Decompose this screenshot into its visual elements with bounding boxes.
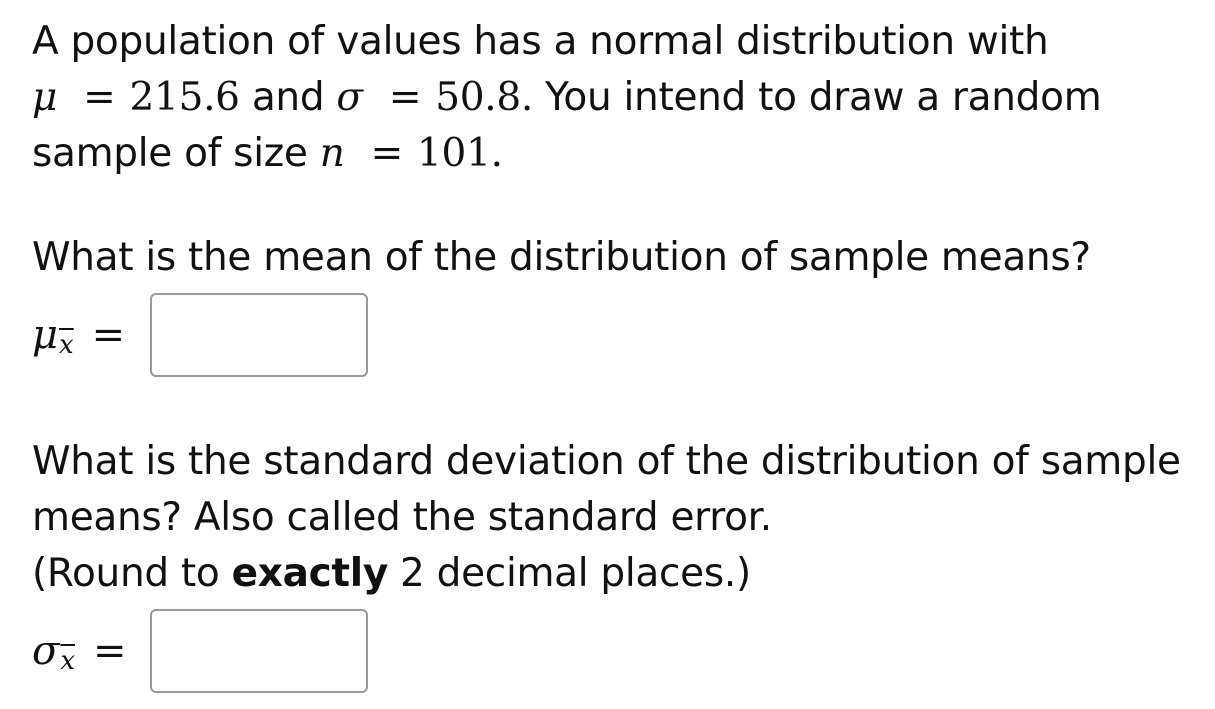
mu-symbol: μ <box>32 75 58 120</box>
n-symbol: n <box>319 131 345 176</box>
sigma-equals: = <box>388 75 422 120</box>
rounding-instruction-open: (Round to <box>32 551 232 596</box>
problem-line-3-head: sample of size <box>32 131 308 176</box>
sigma-value: 50.8. <box>435 75 533 120</box>
n-equals: = <box>370 131 404 176</box>
sigma-symbol: σ <box>336 75 363 120</box>
mean-label-subscript: $\overline{x}$ <box>59 330 74 360</box>
answer-row-std <box>32 606 1207 696</box>
mean-label <box>32 312 150 358</box>
rounding-instruction <box>32 546 1207 602</box>
problem-line-1-text: A population of values has a normal distribution with <box>32 19 1049 64</box>
question-1-text: What is the mean of the distribution of sample means? <box>32 235 1091 280</box>
question-2 <box>32 434 1207 696</box>
problem-line-2 <box>32 70 1101 126</box>
mean-label-symbol: μ <box>32 312 58 358</box>
std-label-symbol: σ <box>32 628 60 674</box>
std-label-subscript: $\overline{x}$ <box>60 646 75 676</box>
problem-line-3 <box>32 126 1101 182</box>
mean-label-equals: = <box>91 312 126 358</box>
question-2-text-line-2: means? Also called the standard error. <box>32 495 772 540</box>
std-label-equals: = <box>92 628 127 674</box>
rounding-instruction-bold: exactly <box>231 551 388 596</box>
std-label <box>32 628 150 674</box>
question-1 <box>32 230 1091 380</box>
question-2-text-line-1: What is the standard deviation of the distribution of sample <box>32 439 1181 484</box>
std-answer-input[interactable] <box>150 609 368 693</box>
mean-answer-input[interactable] <box>150 293 368 377</box>
problem-line-1 <box>32 14 1101 70</box>
mu-value: 215.6 <box>129 75 240 120</box>
and-text: and <box>251 75 325 120</box>
rounding-instruction-close: 2 decimal places.) <box>387 551 751 596</box>
answer-row-mean <box>32 290 1091 380</box>
problem-line-2-tail: You intend to draw a random <box>545 75 1102 120</box>
n-value: 101. <box>417 131 503 176</box>
mu-equals: = <box>83 75 116 120</box>
problem-statement <box>32 14 1101 182</box>
